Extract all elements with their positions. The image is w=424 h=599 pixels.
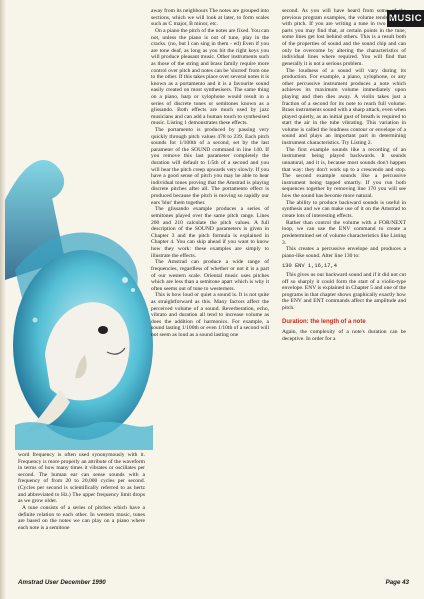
paragraph: This gives us our backward sound and if it did not cut off so sharply it could form the start of a violin-type envelope. ENV is explained in Chapter 5 and one of the programs in that chapter shows graphically exactly how the ENV and ENT commands affect the amplitude and pitch. (282, 272, 406, 312)
paragraph: away from its neighbours The notes are grouped into sections, which we will look at later, to form scales such as C major, B minor, etc. (151, 8, 269, 28)
paragraph: On a piano the pitch of the notes are fixed. You can not, unless the piano is out of tune, play in the cracks. (no, but I can sing in them - ed) Even if you are tone deaf, as long as you hit the right keys you will produce pleasant music. Other instruments such as those of the string and brass family require more control over pitch and notes can be 'slurred' from one to the other. If this takes place over several notes it is known as a portamento and it is a favourite sound easily created on most synthesisers. The same thing on a piano, harp or xylophone would result in a series of discrete tones or semitones known as a glissando. Both effects are much used by jazz musicians and can add a human touch to synthesised music. Listing 1 demonstrates these effects. (151, 27, 269, 127)
issue-date: December 1990 (60, 579, 106, 586)
text-column-2 (151, 8, 269, 339)
subheading: Duration: the length of a note (282, 318, 366, 325)
text-column-3 (282, 8, 406, 343)
paragraph: The ability to produce backward sounds is useful in synthesis and we can make use of it on the Amstrad to create lots of interesting effects. (282, 199, 406, 219)
page-number: Page 43 (385, 579, 409, 586)
fish-illustration (5, 140, 155, 450)
paragraph: Again, the complexity of a note's duration can be deceptive. In order for a (282, 329, 406, 342)
paragraph: The first example sounds like a recording of an instrument being played backwards. It sounds unnatural, and it is, because most sounds don't happen that way: they don't work up to a crescendo and stop. The second example sounds like a percussive instrument being tapped smartly. If you run both sequences together by removing line 170 you will see how the sound has become more natural. (282, 146, 406, 199)
paragraph: The portamento is produced by passing very quickly through pitch values 478 to 239. Each pitch sounds for 1/100th of a second, set by the last parameter of the SOUND command in line 140. If you remove this last parameter completely the duration will default to 1/5th of a second and you will hear the pitch creep upwards very slowly. If you have a good sense of pitch you may be able to hear individual tones proving that the Amstrad is playing discrete pitches after all. The portamento effect is produced because the pitch is moving so rapidly our ears 'blur' them together. (151, 127, 269, 206)
paragraph: word frequency is often used synonymously with it. Frequency is more properly an attribute of the waveform in terms of how many times it vibrates or oscillates per second. The human ear can sense sounds with a frequency of from 20 to 20,000 cycles per second. (Cycles per second is scientifically referred to as hertz and abbreviated to Hz.) The upper frequency limit drops as we grow older. (18, 452, 145, 505)
paragraph: This is how loud or quiet a sound is. It is not quite as straightforward as this. Many factors affect the perceived volume of a sound. Reverberation, echo, vibrato and duration all tend to increase volume as does the addition of harmonics. For example, a sound lasting 1/100th or even 1/10th of a second will not seem as loud as a sound lasting one (151, 292, 269, 339)
paragraph: The Amstrad can produce a wide range of frequencies, regardless of whether or not it is a part of our western scale. Oriental music uses pitches which are less than a semitone apart which is why it often seems out of tune to westerners. (151, 259, 269, 292)
paragraph: A tune consists of a series of pitches which have a definite relation to each other. In western music, tunes are based on the notes we can play on a piano where each note is a semitone (18, 504, 145, 531)
whale-eye (98, 326, 108, 334)
paragraph: second. As you will have heard from some of the previous program examples, the volume tends to alter with pitch. If you are writing a tune in two or three parts you may find that, at certain points in the tune, some lines get lost behind others. This is a result both of the properties of sound and the sound chip and can only be overcome by altering the characteristics of individual lines where required. You will find that generally it is not a serious problem. (282, 8, 406, 67)
footer-magazine-issue (18, 579, 106, 586)
magazine-name: Amstrad User (18, 579, 59, 586)
paragraph: This creates a percussive envelope and produces a piano-like sound. Alter line 130 to: (282, 246, 406, 259)
text-column-1 (18, 452, 145, 532)
paragraph: The loudness of a sound will vary during its production. For example, a piano, xylophone, or any other percussive instrument produces a note which achieves its maximum volume immediately upon playing and then dies away. A violin takes just a fraction of a second for its note to reach full volume. Brass instruments sound with a sharp attack, even when played quietly, as an initial gust of breath is required to start the air in the tube vibrating. This variation in volume is called the loudness contour or envelope of a sound and plays an important part in determining instrument characteristics. Try Listing 2. (282, 67, 407, 147)
section-tab: MUSIC (387, 10, 424, 27)
paragraph: The glissando example produces a series of semitones played over the same pitch range. Lines 200 and 210 calculate the pitch values. A full description of the SOUND parameters is given in Chapter 3 and the pitch formula is explained in Chapter 4. You can skip ahead if you want to know how they work: these examples are simply to illustrate the effects. (151, 206, 269, 259)
code-listing-line: 130 ENV 1,16,17,4 (282, 262, 337, 269)
paragraph: Rather than control the volume with a FOR/NEXT loop, we can use the ENV command to create a predetermined set of volume characteristics like Listing 3. (282, 219, 406, 246)
